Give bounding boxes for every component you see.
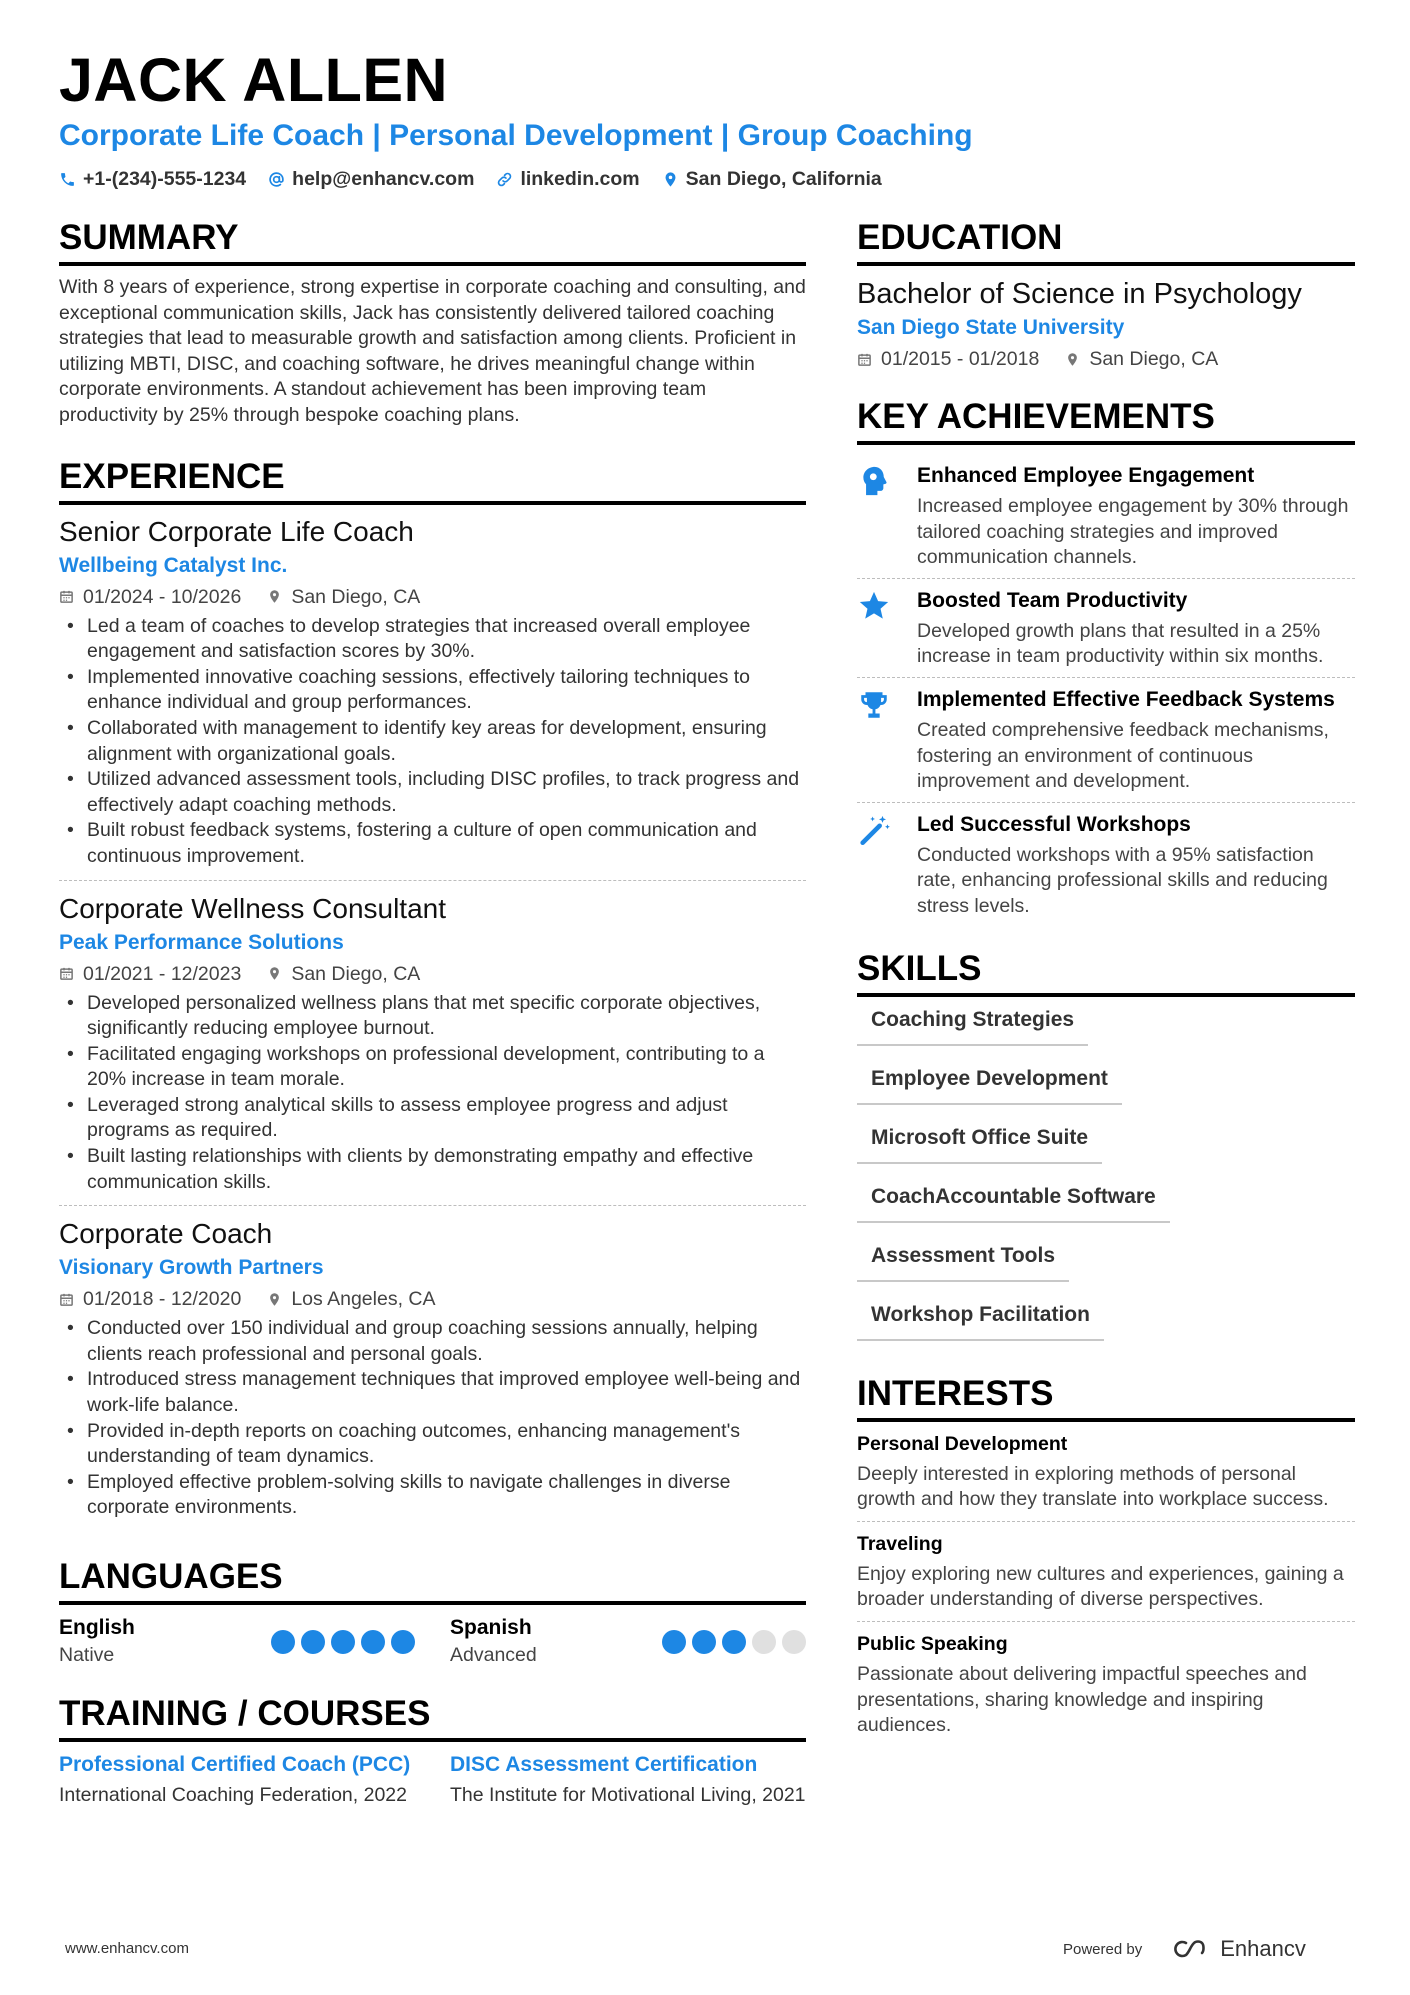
interest-desc: Deeply interested in exploring methods of personal growth and how they translate into workplace success. [857,1462,1329,1511]
language-list [59,1614,806,1668]
link-icon [496,171,513,188]
rating-dot-filled [662,1630,686,1654]
training-section [59,1694,806,1808]
calendar-icon [857,352,872,367]
job-company: Visionary Growth Partners [59,1256,324,1280]
contact-linkedin[interactable] [496,168,639,191]
job-dates [59,1285,241,1313]
contact-phone-text: +1-(234)-555-1234 [83,168,247,190]
course-list [59,1751,806,1808]
achievement-item [857,579,1355,678]
achievement-item [857,803,1355,927]
course-item [450,1751,806,1808]
skill-list [857,1006,1355,1360]
interest-title: Public Speaking [857,1632,1008,1655]
education-location [1065,345,1218,373]
achievement-item [857,678,1355,803]
contact-location [662,168,882,191]
job-title: Corporate Coach [59,1218,273,1250]
rating-dot-filled [692,1630,716,1654]
course-org: International Coaching Federation, 2022 [59,1784,407,1806]
skill-tag: Assessment Tools [857,1242,1069,1282]
interests-title: INTERESTS [857,1374,1355,1422]
course-org: The Institute for Motivational Living, 2021 [450,1784,806,1806]
education-degree: Bachelor of Science in Psychology [857,278,1302,310]
achievement-title: Enhanced Employee Engagement [917,464,1255,487]
achievement-title: Led Successful Workshops [917,812,1191,836]
education-dates-text: 01/2015 - 01/2018 [881,348,1040,370]
job-bullet: • Employed effective problem-solving skills to navigate challenges in diverse corporate environments. [59,1470,806,1521]
job-dates-text: 01/2021 - 12/2023 [83,962,242,985]
job-title: Senior Corporate Life Coach [59,515,414,547]
achievement-desc: Increased employee engagement by 30% through tailored coaching strategies and improved communication channels. [917,495,1349,569]
language-level: Advanced [450,1644,537,1666]
star-icon [857,589,891,623]
footer-website[interactable]: www.enhancv.com [65,1940,189,1957]
trophy-icon [857,688,891,722]
achievement-title: Boosted Team Productivity [917,588,1188,612]
education-meta [857,345,1355,373]
calendar-icon [59,1292,74,1307]
interest-desc: Passionate about delivering impactful speeches and presentations, sharing knowledge and inspiring audiences. [857,1662,1307,1737]
course-item [59,1751,415,1808]
job-dates [59,960,241,988]
education-section [857,218,1355,373]
job-bullet: • Leveraged strong analytical skills to assess employee progress and adjust programs as required. [59,1093,806,1144]
rating-dot-filled [331,1630,355,1654]
rating-dot-empty [782,1630,806,1654]
job-location [267,1285,435,1313]
skills-section [857,949,1355,1360]
interest-title: Personal Development [857,1432,1068,1455]
language-name: Spanish [450,1616,532,1639]
location-icon [1065,352,1080,367]
achievement-desc: Created comprehensive feedback mechanisms, fostering an environment of continuous improvement and development. [917,718,1329,793]
interests-section [857,1374,1355,1747]
location-icon [267,1292,282,1307]
skill-tag: Coaching Strategies [857,1006,1088,1046]
magic-wand-icon [857,813,891,847]
location-icon [267,589,282,604]
skills-title: SKILLS [857,949,1355,997]
summary-section [59,218,806,429]
job-location [267,960,420,988]
achievement-desc: Conducted workshops with a 95% satisfaction rate, enhancing professional skills and reducing stress levels. [917,843,1328,917]
calendar-icon [59,589,74,604]
head-icon [857,464,891,498]
contact-phone[interactable] [59,168,246,191]
job-bullet: • Developed personalized wellness plans that met specific corporate objectives, significantly reducing employee burnout. [59,991,806,1042]
language-rating [656,1630,806,1654]
interest-item [857,1631,1355,1747]
job-bullet: • Introduced stress management techniques that improved employee well-being and work-life balance. [59,1367,806,1418]
contact-email[interactable] [268,168,474,191]
languages-title: LANGUAGES [59,1557,806,1605]
job-meta [59,960,806,988]
job-bullet: • Implemented innovative coaching sessions, effectively tailoring techniques to enhance individual and group performances. [59,665,806,716]
education-location-text: San Diego, CA [1089,348,1219,370]
job-entry [59,514,806,881]
job-bullet: • Built robust feedback systems, fostering a culture of open communication and continuous improvement. [59,818,806,869]
interest-desc: Enjoy exploring new cultures and experiences, gaining a broader understanding of diverse perspectives. [857,1562,1344,1611]
job-location [267,583,420,611]
job-bullet: • Utilized advanced assessment tools, including DISC profiles, to track progress and effectively adapt coaching methods. [59,767,806,818]
job-dates-text: 01/2024 - 10/2026 [83,585,242,608]
location-icon [267,966,282,981]
achievement-item [857,454,1355,579]
footer-branding[interactable] [1063,1936,1306,1962]
experience-title: EXPERIENCE [59,457,806,505]
job-bullet: • Collaborated with management to identify key areas for development, ensuring alignment with organizational goals. [59,716,806,767]
languages-section [59,1557,806,1668]
job-entry [59,891,806,1207]
job-bullets [59,614,806,870]
job-location-text: San Diego, CA [291,962,421,985]
powered-by-label: Powered by [1063,1940,1143,1958]
job-entry [59,1216,806,1531]
course-name: DISC Assessment Certification [450,1753,758,1776]
at-icon [268,171,285,188]
interest-item [857,1531,1355,1622]
interest-item [857,1431,1355,1522]
skill-tag: Workshop Facilitation [857,1301,1104,1341]
skill-tag: Microsoft Office Suite [857,1124,1102,1164]
education-school: San Diego State University [857,316,1125,339]
job-dates [59,583,241,611]
job-bullet: • Provided in-depth reports on coaching outcomes, enhancing management's understanding of team dynamics. [59,1419,806,1470]
job-title: Corporate Wellness Consultant [59,892,447,924]
achievement-title: Implemented Effective Feedback Systems [917,687,1335,711]
rating-dot-filled [361,1630,385,1654]
course-name: Professional Certified Coach (PCC) [59,1753,411,1776]
achievements-title: KEY ACHIEVEMENTS [857,397,1355,445]
rating-dot-filled [271,1630,295,1654]
education-dates [857,345,1039,373]
job-meta [59,583,806,611]
language-item [59,1614,415,1668]
job-location-text: Los Angeles, CA [291,1288,436,1311]
phone-icon [59,171,76,188]
job-dates-text: 01/2018 - 12/2020 [83,1288,242,1311]
left-column [59,218,806,1808]
education-title: EDUCATION [857,218,1355,266]
right-column [857,218,1355,1756]
job-bullets [59,1316,806,1521]
job-bullet: • Built lasting relationships with clients by demonstrating empathy and effective communication skills. [59,1144,806,1195]
summary-title: SUMMARY [59,218,806,266]
skill-tag: Employee Development [857,1065,1122,1105]
summary-text: With 8 years of experience, strong expertise in corporate coaching and consulting, and exceptional communication skills, Jack has consistently delivered tailored coaching strategies that lead to measurable growth and satisfaction among clients. Proficient in utilizing MBTI, DISC, and coaching software, he drives meaningful change within corporate environments. A standout achievement has been improving team productivity by 25% through bespoke coaching plans. [59,276,806,426]
job-bullet: • Led a team of coaches to develop strategies that increased overall employee engagement and satisfaction scores by 30%. [59,614,806,665]
experience-section [59,457,806,1531]
headline: Corporate Life Coach | Personal Development | Group Coaching [59,119,973,152]
language-item [450,1614,806,1668]
brand-name: Enhancv [1220,1936,1306,1961]
contact-location-text: San Diego, California [685,168,882,190]
rating-dot-filled [722,1630,746,1654]
training-title: TRAINING / COURSES [59,1694,806,1742]
rating-dot-empty [752,1630,776,1654]
language-name: English [59,1616,135,1639]
location-icon [662,171,679,188]
language-rating [265,1630,415,1654]
achievements-section [857,397,1355,927]
job-bullet: • Conducted over 150 individual and group coaching sessions annually, helping clients reach professional and personal goals. [59,1316,806,1367]
rating-dot-filled [301,1630,325,1654]
rating-dot-filled [391,1630,415,1654]
language-level: Native [59,1644,115,1666]
skill-tag: CoachAccountable Software [857,1183,1170,1223]
contact-bar [59,168,904,191]
job-bullet: • Facilitated engaging workshops on professional development, contributing to a 20% increase in team morale. [59,1042,806,1093]
job-location-text: San Diego, CA [291,585,421,608]
candidate-name: JACK ALLEN [59,46,449,114]
achievement-desc: Developed growth plans that resulted in a 25% increase in team productivity within six months. [917,619,1324,668]
contact-email-text: help@enhancv.com [292,168,475,190]
contact-linkedin-text: linkedin.com [520,168,640,190]
job-company: Peak Performance Solutions [59,930,344,954]
interest-title: Traveling [857,1532,943,1555]
calendar-icon [59,966,74,981]
job-company: Wellbeing Catalyst Inc. [59,553,288,577]
job-bullets [59,991,806,1196]
enhancv-logo-icon [1168,1938,1212,1960]
job-meta [59,1285,806,1313]
